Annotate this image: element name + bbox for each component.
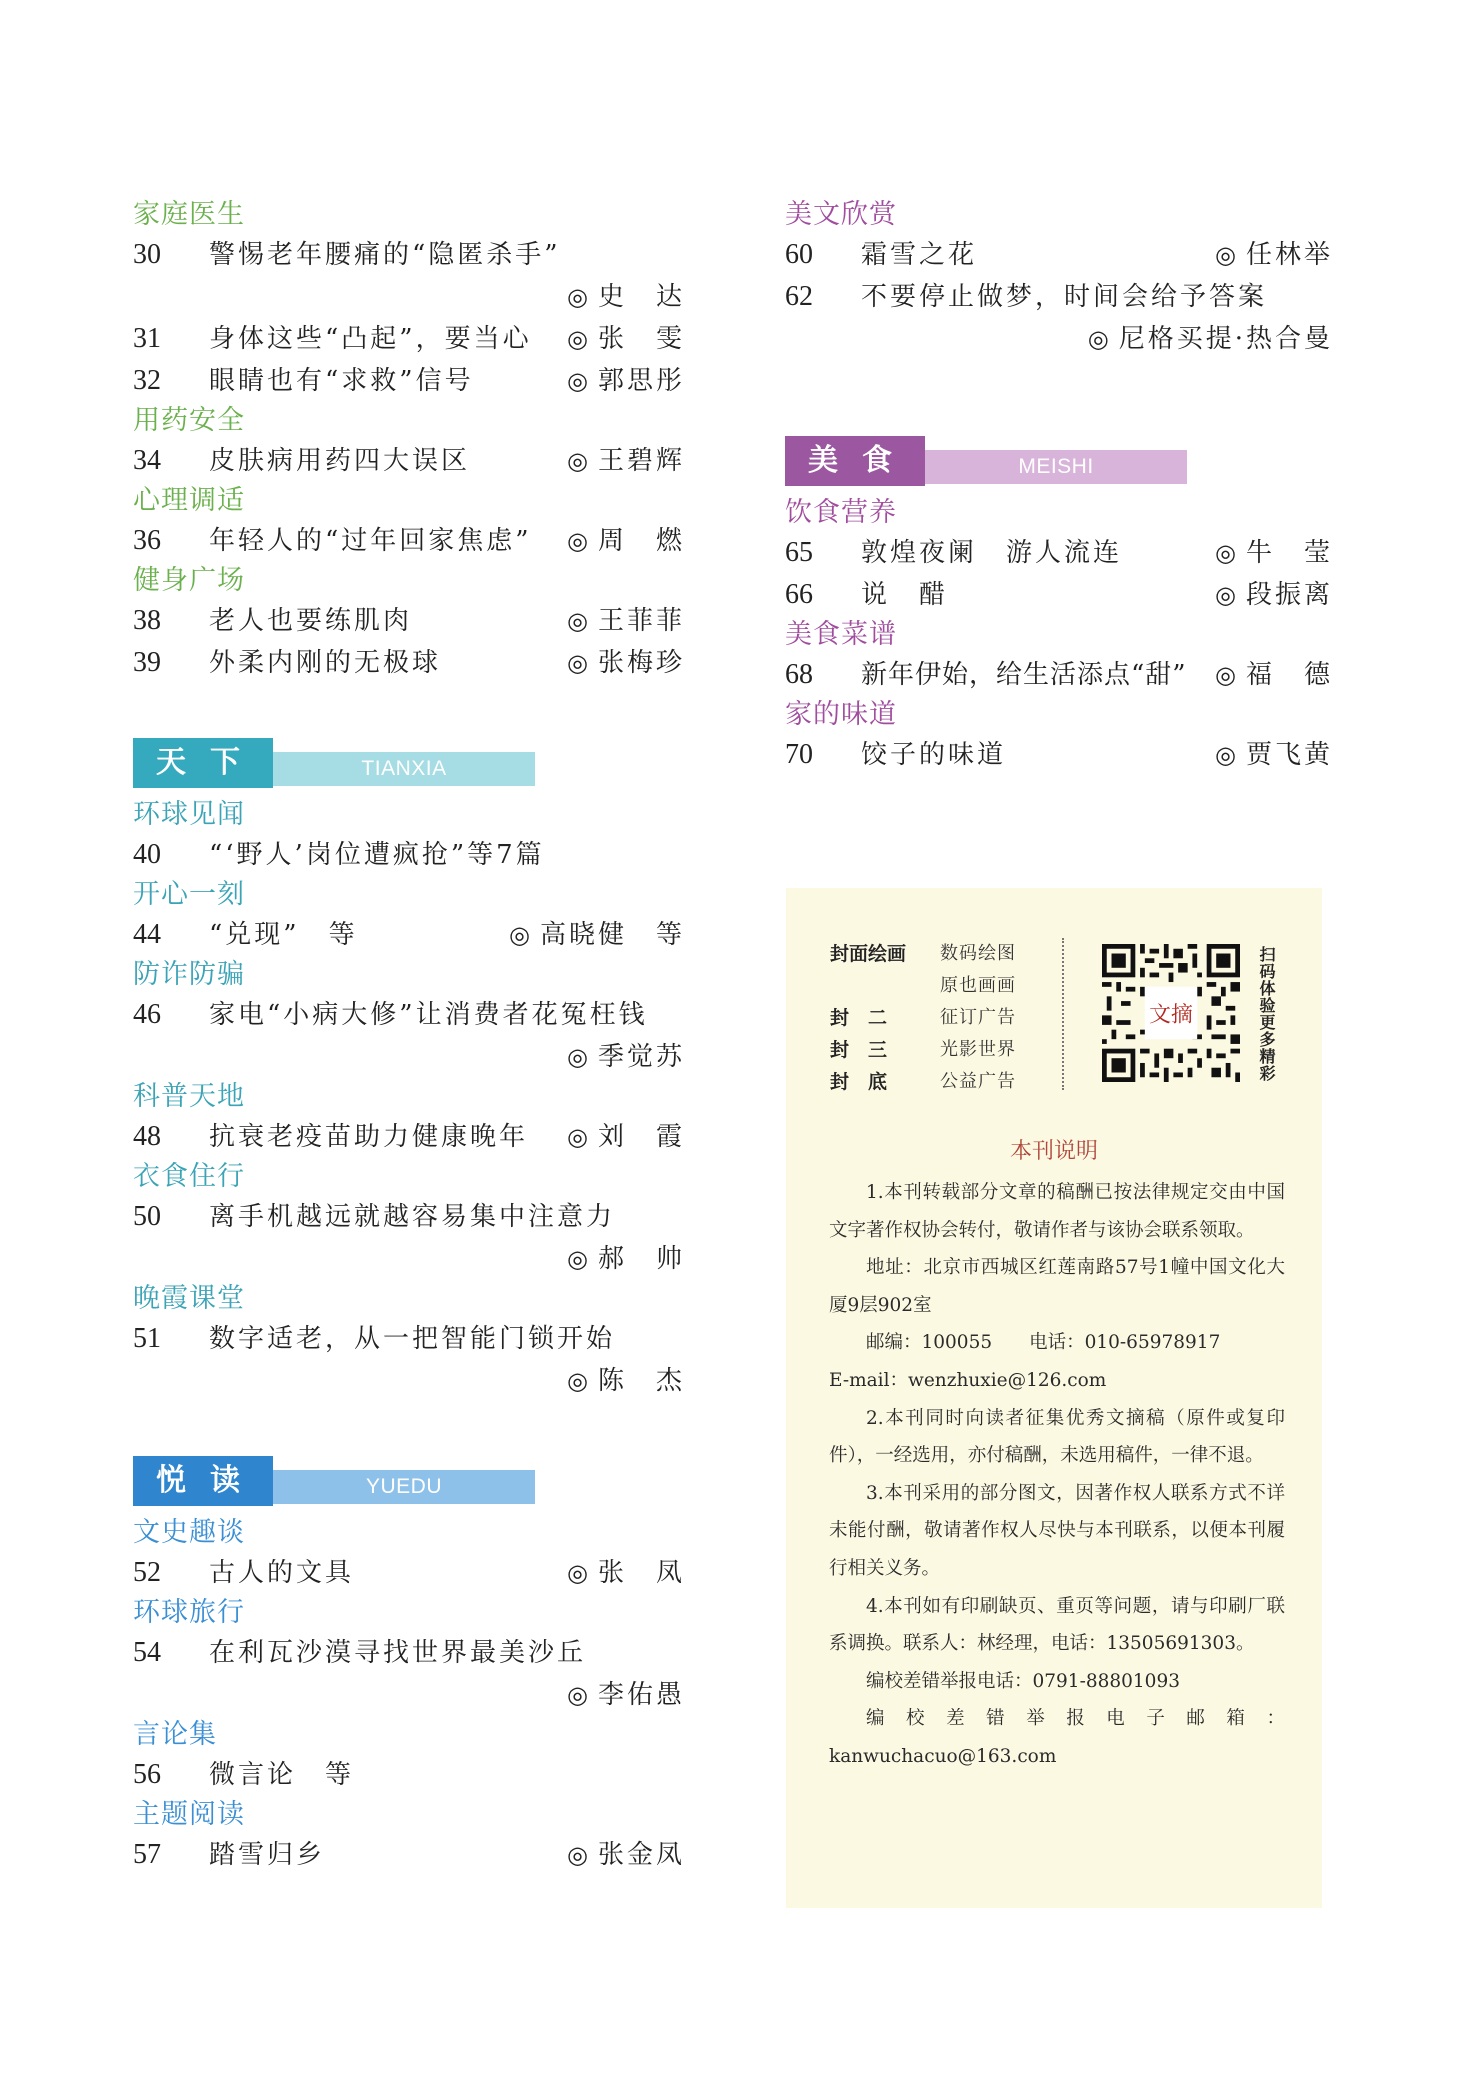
toc-entry[interactable] [785,234,1333,276]
author-mark-icon: ◎ [567,527,588,555]
category-heading: 家庭医生 [133,199,245,230]
author-mark-icon: ◎ [1215,661,1236,689]
author-name: 季觉苏 [597,1042,685,1072]
category-heading: 科普天地 [133,1081,245,1112]
author [567,600,685,642]
author-mark-icon: ◎ [567,1123,588,1151]
article-title: 踏雪归乡 [209,1840,326,1870]
category-heading: 衣食住行 [133,1161,245,1192]
page-number: 40 [133,839,161,870]
article-title: 身体这些“凸起”，要当心 [209,324,532,354]
author-name: 郭思彤 [597,366,685,396]
author-mark-icon: ◎ [1087,325,1109,353]
toc-entry[interactable] [133,1552,685,1594]
note-paragraph: 邮编：100055 电话：010-65978917 [866,1332,1221,1354]
toc-entry[interactable] [133,520,685,562]
author [1215,734,1333,776]
article-title: 抗衰老疫苗助力健康晚年 [209,1122,529,1152]
author-line [133,1674,685,1716]
category-heading: 饮食营养 [785,497,897,528]
author-name: 史 达 [597,282,685,312]
author-line [133,1036,685,1078]
author-mark-icon: ◎ [1215,581,1236,609]
author-mark-icon: ◎ [1215,741,1236,769]
category-heading: 环球见闻 [133,799,245,830]
author-mark-icon: ◎ [567,325,588,353]
credit-value: 数码绘图 [940,943,1016,964]
credit-value: 征订广告 [940,1007,1016,1028]
qr-code-icon[interactable] [1102,944,1240,1082]
article-title: 年轻人的“过年回家焦虑” [209,526,532,556]
author-mark-icon: ◎ [567,447,588,475]
toc-entry[interactable] [133,834,685,876]
author-line [133,1360,685,1402]
author-mark-icon: ◎ [567,283,588,311]
category-heading: 开心一刻 [133,879,245,910]
author-name: 刘 霞 [597,1122,685,1152]
article-title: 饺子的味道 [861,740,1007,770]
credit-label: 封 三 [830,1039,888,1061]
toc-entry[interactable] [133,1632,685,1674]
toc-entry[interactable] [133,994,685,1036]
article-title: 警惕老年腰痛的“隐匿杀手” [209,240,561,270]
page-number: 32 [133,365,161,396]
author-mark-icon: ◎ [567,649,588,677]
category-heading: 环球旅行 [133,1597,245,1628]
page-number: 51 [133,1323,161,1354]
page-number: 46 [133,999,161,1030]
toc-entry[interactable] [133,1754,685,1796]
article-title: 皮肤病用药四大误区 [209,446,471,476]
author-name: 周 燃 [597,526,685,556]
toc-entry[interactable] [133,1834,685,1876]
author-name: 王碧辉 [597,446,685,476]
author-mark-icon: ◎ [567,1681,588,1709]
page-number: 30 [133,239,161,270]
category-heading: 美文欣赏 [785,199,897,230]
author-name: 尼格买提·热合曼 [1118,324,1333,354]
author-name: 张 凤 [597,1558,685,1588]
toc-entry[interactable] [133,642,685,684]
page-number: 39 [133,647,161,678]
credit-value: 光影世界 [940,1039,1016,1060]
category-heading: 美食菜谱 [785,619,897,650]
page-number: 60 [785,239,813,270]
author-name: 王菲菲 [597,606,685,636]
article-title: 微言论 等 [209,1760,355,1790]
credit-row [830,1066,1100,1098]
credit-row [830,1002,1100,1034]
article-title: “兑现” 等 [209,920,358,950]
author [567,1116,685,1158]
author-mark-icon: ◎ [567,607,588,635]
author-name: 陈 杰 [597,1366,685,1396]
note-paragraph: 2.本刊同时向读者征集优秀文摘稿（原件或复印件），一经选用，亦付稿酬，未选用稿件，一律不退。 [829,1407,1285,1467]
page-number: 68 [785,659,813,690]
toc-entry[interactable] [785,734,1333,776]
banner-title: 天下 [133,738,273,788]
toc-entry[interactable] [133,1318,685,1360]
author-mark-icon: ◎ [509,921,530,949]
author-mark-icon: ◎ [567,1841,588,1869]
page-number: 54 [133,1637,161,1668]
note-paragraph: 编校差错举报电子邮箱：kanwuchacuo@163.com [829,1708,1285,1767]
notes-title: 本刊说明 [1009,1139,1098,1164]
category-heading: 家的味道 [785,699,897,730]
author-name: 高晓健 等 [539,920,685,950]
page-number: 66 [785,579,813,610]
page-number: 70 [785,739,813,770]
credit-value: 原也画画 [940,975,1016,996]
category-heading: 言论集 [133,1719,217,1750]
author-name: 张梅珍 [597,648,685,678]
toc-entry[interactable] [785,654,1333,696]
banner-subtitle: YUEDU [273,1470,535,1504]
author-name: 贾飞黄 [1245,740,1333,770]
banner-subtitle: TIANXIA [273,752,535,786]
note-paragraph: 3.本刊采用的部分图文，因著作权人联系方式不详未能付酬，敬请著作权人尽快与本刊联系，以便本刊履行相关义务。 [829,1482,1285,1579]
toc-entry[interactable] [133,914,685,956]
author [1215,532,1333,574]
credit-label: 封 底 [830,1071,888,1093]
article-title: 外柔内刚的无极球 [209,648,442,678]
toc-entry[interactable] [133,440,685,482]
qr-caption: 扫码体验更多精彩 [1257,946,1276,1082]
page-number: 52 [133,1557,161,1588]
page-number: 36 [133,525,161,556]
author-name: 福 德 [1245,660,1333,690]
author-name: 李佑愚 [597,1680,685,1710]
credit-row [830,938,1100,970]
notes-body [829,1174,1285,1776]
banner-subtitle: MEISHI [925,450,1187,484]
category-heading: 心理调适 [133,485,245,516]
page-number: 56 [133,1759,161,1790]
publication-info-box [786,888,1322,1908]
article-title: 不要停止做梦，时间会给予答案 [861,282,1268,312]
page-number: 34 [133,445,161,476]
toc-entry[interactable] [785,574,1333,616]
author-line [133,276,685,318]
article-title: 霜雪之花 [861,240,978,270]
author [509,914,685,956]
category-heading: 健身广场 [133,565,245,596]
section-banner-meishi [785,436,1333,488]
article-title: “‘野人’岗位遭疯抢”等7篇 [209,840,545,870]
category-heading: 主题阅读 [133,1799,245,1830]
author-mark-icon: ◎ [567,1559,588,1587]
qr-center-text: 文摘 [1149,1002,1193,1028]
article-title: 新年伊始，给生活添点“甜” [861,660,1187,690]
author [567,440,685,482]
author-mark-icon: ◎ [1215,241,1236,269]
author-name: 郝 帅 [597,1244,685,1274]
author-mark-icon: ◎ [567,1367,588,1395]
article-title: 古人的文具 [209,1558,355,1588]
banner-title: 美食 [785,436,925,486]
page-number: 38 [133,605,161,636]
note-paragraph: 4.本刊如有印刷缺页、重页等问题，请与印刷厂联系调换。联系人：林经理，电话：13505691303。 [829,1595,1285,1655]
author [567,360,685,402]
article-title: 老人也要练肌肉 [209,606,413,636]
credit-label: 封 二 [830,1007,888,1029]
note-paragraph: 编校差错举报电话：0791-88801093 [866,1670,1180,1692]
toc-entry[interactable] [133,600,685,642]
article-title: 说 醋 [861,580,949,610]
page-number: 65 [785,537,813,568]
category-heading: 防诈防骗 [133,959,245,990]
credit-label: 封面绘画 [830,943,907,965]
credit-row [830,970,1100,1002]
credit-value: 公益广告 [940,1071,1016,1092]
author [567,1552,685,1594]
author-mark-icon: ◎ [567,367,588,395]
note-paragraph: 1.本刊转载部分文章的稿酬已按法律规定交由中国文字著作权协会转付，敬请作者与该协会联系领取。 [829,1182,1285,1241]
page-number: 31 [133,323,161,354]
toc-entry[interactable] [133,234,685,276]
author-mark-icon: ◎ [567,1245,588,1273]
author [1215,574,1333,616]
author-name: 张 雯 [597,324,685,354]
category-heading: 文史趣谈 [133,1517,245,1548]
article-title: 敦煌夜阑 游人流连 [861,538,1123,568]
author [1215,654,1333,696]
author-mark-icon: ◎ [1215,539,1236,567]
toc-entry[interactable] [133,1116,685,1158]
author [567,318,685,360]
author [567,642,685,684]
toc-entry[interactable] [133,360,685,402]
author [1215,234,1333,276]
author [567,1834,685,1876]
category-heading: 用药安全 [133,405,245,436]
author-name: 张金凤 [597,1840,685,1870]
article-title: 离手机越远就越容易集中注意力 [209,1202,616,1232]
left-column [133,196,685,1876]
page-number: 50 [133,1201,161,1232]
right-column [785,196,1333,776]
toc-entry[interactable] [785,532,1333,574]
article-title: 眼睛也有“求救”信号 [209,366,474,396]
toc-entry[interactable] [133,318,685,360]
article-title: 在利瓦沙漠寻找世界最美沙丘 [209,1638,587,1668]
dotted-divider [1062,938,1064,1090]
author-name: 任林举 [1245,240,1333,270]
note-paragraph: E-mail：wenzhuxie@126.com [829,1369,1107,1391]
banner-title: 悦读 [133,1456,273,1506]
credit-row [830,1034,1100,1066]
toc-entry[interactable] [785,276,1333,318]
author-line [133,1238,685,1280]
author-line [785,318,1333,360]
toc-entry[interactable] [133,1196,685,1238]
article-title: 数字适老，从一把智能门锁开始 [209,1324,616,1354]
page-number: 44 [133,919,161,950]
section-banner-yuedu [133,1456,685,1508]
author-mark-icon: ◎ [567,1043,588,1071]
article-title: 家电“小病大修”让消费者花冤枉钱 [209,1000,648,1030]
category-heading: 晚霞课堂 [133,1283,245,1314]
page-number: 48 [133,1121,161,1152]
author-name: 段振离 [1245,580,1333,610]
page-number: 62 [785,281,813,312]
cover-credits [830,938,1100,1098]
author [567,520,685,562]
section-banner-tianxia [133,738,685,790]
note-paragraph: 地址：北京市西城区红莲南路57号1幢中国文化大厦9层902室 [829,1257,1285,1316]
author-name: 牛 莹 [1245,538,1333,568]
page-number: 57 [133,1839,161,1870]
